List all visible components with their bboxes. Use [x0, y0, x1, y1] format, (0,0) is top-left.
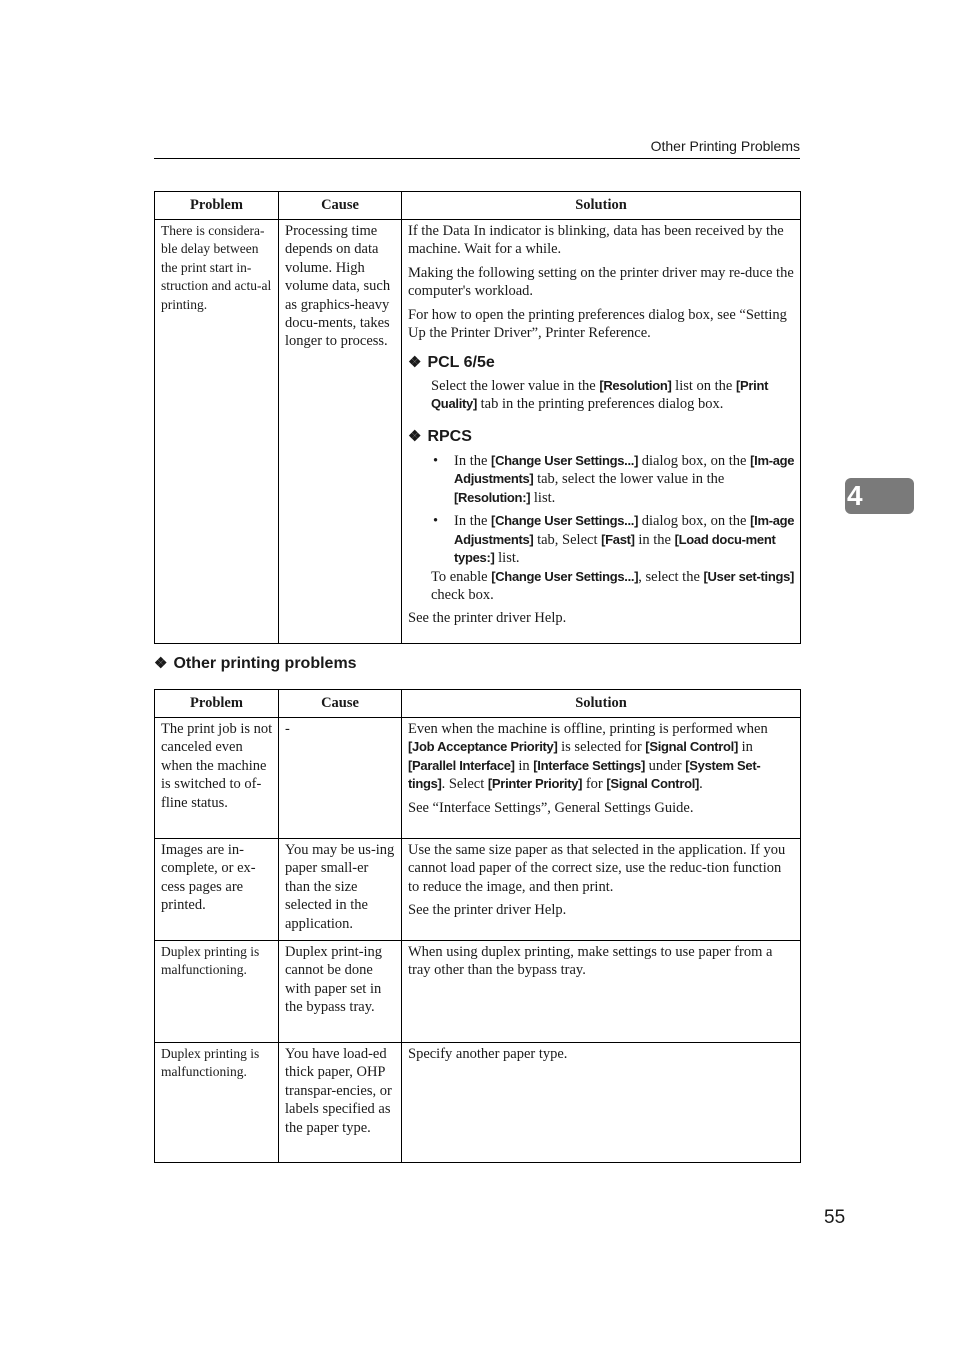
- solution-cell: [402, 718, 801, 839]
- chapter-tab: 4: [845, 478, 914, 514]
- subheading-pcl: ❖ PCL 6/5e: [408, 354, 495, 372]
- diamond-bullet-icon: ❖: [408, 427, 422, 445]
- see-help-note: See the printer driver Help.: [408, 610, 567, 627]
- solution-paragraph: For how to open the printing preferences dialog box, see “Setting Up the Printer Driver”, Printer Reference.: [408, 306, 787, 342]
- header-rule: [154, 158, 800, 159]
- column-header-cause: Cause: [279, 192, 402, 220]
- diamond-bullet-icon: ❖: [408, 354, 422, 372]
- problem-cell: Duplex printing is malfunctioning.: [155, 1043, 279, 1163]
- enable-instruction: To enable [Change User Settings...], select the [User set-tings] check box.: [431, 568, 795, 603]
- table-header-row: [155, 690, 801, 718]
- solution-paragraph: If the Data In indicator is blinking, data has been received by the machine. Wait for a while.: [408, 223, 784, 258]
- cause-cell: You may be us-ing paper small-er than the size selected in the application.: [279, 839, 402, 941]
- table-row: [155, 1043, 801, 1163]
- cause-cell: You have load-ed thick paper, OHP transpar-encies, or labels specified as the paper type.: [279, 1043, 402, 1163]
- solution-paragraph: Use the same size paper as that selected in the application. If you cannot load paper of the correct size, use the reduc-tion function to reduce the image, and then print.: [408, 842, 786, 895]
- solution-cell: [402, 839, 801, 941]
- solution-paragraph: Even when the machine is offline, printing is performed when [Job Acceptance Priority] is selected for [Signal Control] in [Parallel Interface] in [Interface Settings] under [System Set-tings]. Select [Printer Priority] for [Signal Control].: [408, 721, 768, 793]
- column-header-solution: Solution: [402, 690, 801, 718]
- problem-cell: There is considera-ble delay between the print start in-struction and actu-al printing.: [155, 220, 279, 644]
- column-header-problem: Problem: [155, 690, 279, 718]
- rpcs-list: [431, 452, 795, 567]
- diamond-bullet-icon: ❖: [154, 655, 168, 672]
- troubleshooting-table-2: [154, 689, 801, 1163]
- problem-cell: Duplex printing is malfunctioning.: [155, 941, 279, 1043]
- running-header: Other Printing Problems: [650, 138, 800, 154]
- pcl-instruction: Select the lower value in the [Resolution] list on the [Print Quality] tab in the printing preferences dialog box.: [431, 377, 769, 413]
- solution-cell: When using duplex printing, make settings to use paper from a tray other than the bypass tray.: [402, 941, 801, 1043]
- problem-cell: Images are in-complete, or ex-cess pages are printed.: [155, 839, 279, 941]
- cause-cell: Duplex print-ing cannot be done with paper set in the bypass tray.: [279, 941, 402, 1043]
- table-row: [155, 220, 801, 644]
- column-header-problem: Problem: [155, 192, 279, 220]
- column-header-solution: Solution: [402, 192, 801, 220]
- see-guide-note: See “Interface Settings”, General Settings Guide.: [408, 799, 694, 816]
- page-number: 55: [824, 1207, 846, 1228]
- list-item: • In the [Change User Settings...] dialog box, on the [Im-age Adjustments] tab, select the lower value in the [Resolution:] list.: [431, 452, 795, 507]
- solution-cell: [402, 220, 801, 644]
- list-item: • In the [Change User Settings...] dialog box, on the [Im-age Adjustments] tab, Select [Fast] in the [Load docu-ment types:] list.: [431, 512, 795, 567]
- problem-cell: The print job is not canceled even when the machine is switched to of-fline status.: [155, 718, 279, 839]
- table-row: [155, 839, 801, 941]
- cause-cell: Processing time depends on data volume. High volume data, such as graphics-heavy docu-ments, takes longer to process.: [279, 220, 402, 644]
- solution-paragraph: Making the following setting on the printer driver may re-duce the computer's workload.: [408, 264, 794, 300]
- table-header-row: [155, 192, 801, 220]
- see-help-note: See the printer driver Help.: [408, 902, 567, 919]
- column-header-cause: Cause: [279, 690, 402, 718]
- table-row: [155, 941, 801, 1043]
- troubleshooting-table-1: [154, 191, 801, 644]
- section-heading: ❖ Other printing problems: [154, 655, 357, 672]
- subheading-rpcs: ❖ RPCS: [408, 427, 472, 445]
- cause-cell: -: [279, 718, 402, 839]
- table-row: [155, 718, 801, 839]
- solution-cell: Specify another paper type.: [402, 1043, 801, 1163]
